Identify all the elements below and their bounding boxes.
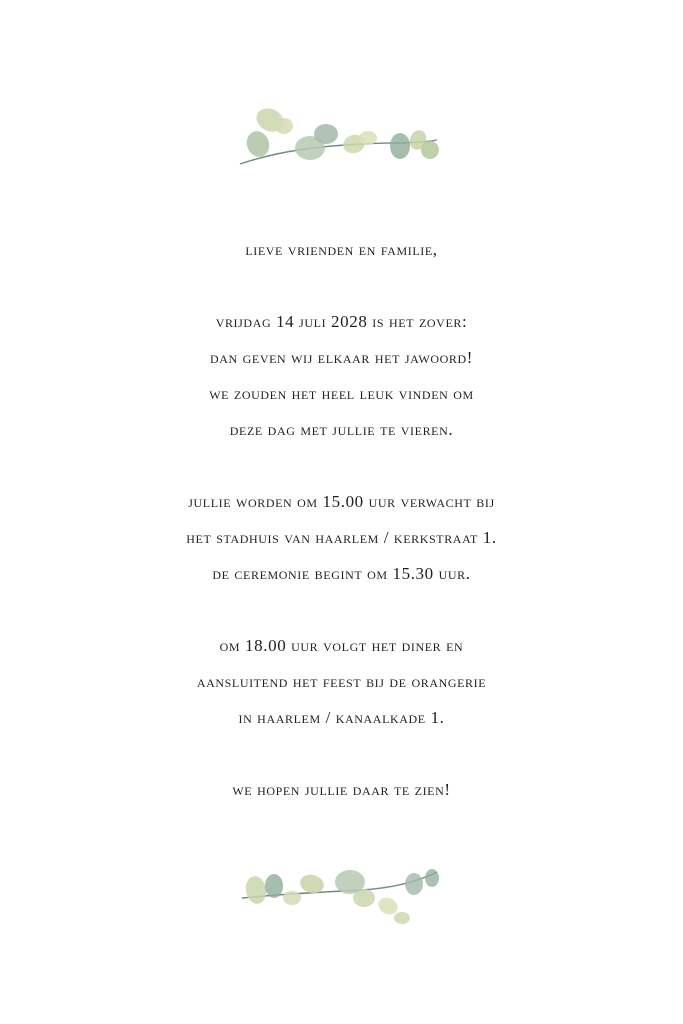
paragraph1-line: deze dag met jullie te vieren. (229, 420, 454, 439)
paragraph1-line: vrijdag 14 juli 2028 is het zover: (215, 312, 468, 331)
paragraph2-line: het stadhuis van haarlem / kerkstraat 1. (186, 528, 497, 547)
greeting-line: lieve vrienden en familie, (245, 240, 438, 259)
paragraph3-line: om 18.00 uur volgt het diner en (219, 636, 464, 655)
paragraph3-line: in haarlem / kanaalkade 1. (238, 708, 445, 727)
paragraph3-line: aansluitend het feest bij de orangerie (196, 672, 487, 691)
eucalyptus-sprig-icon (232, 862, 452, 934)
invitation-text (0, 232, 683, 808)
paragraph1-line: dan geven wij elkaar het jawoord! (209, 348, 474, 367)
paragraph2-line: jullie worden om 15.00 uur verwacht bij (188, 492, 495, 511)
paragraph1-line: we zouden het heel leuk vinden om (209, 384, 474, 403)
paragraph2-line: de ceremonie begint om 15.30 uur. (212, 564, 471, 583)
eucalyptus-sprig-icon (232, 100, 452, 172)
closing-line: we hopen jullie daar te zien! (232, 780, 451, 799)
